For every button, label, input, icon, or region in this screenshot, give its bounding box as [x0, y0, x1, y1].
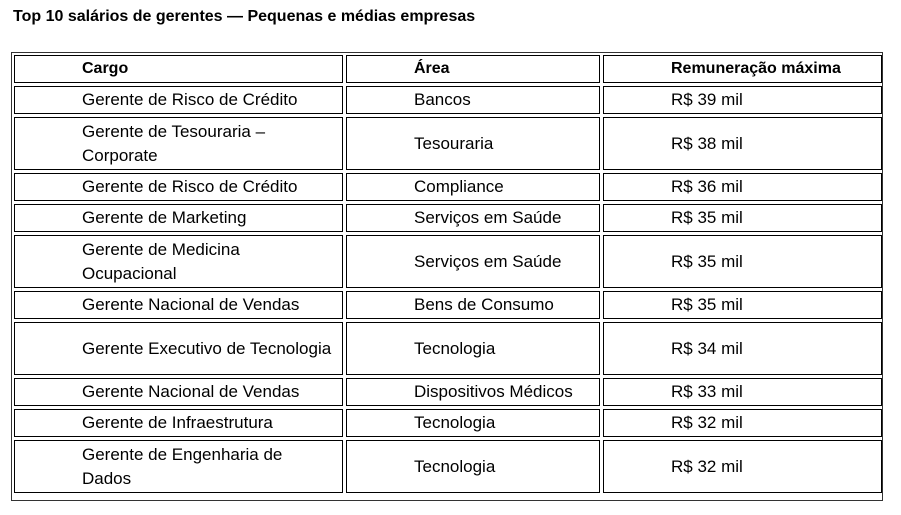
cell-area: Serviços em Saúde — [346, 235, 600, 288]
cell-remuneracao: R$ 32 mil — [603, 440, 882, 493]
page-title: Top 10 salários de gerentes — Pequenas e médias empresas — [13, 8, 476, 25]
cell-remuneracao: R$ 33 mil — [603, 378, 882, 406]
cell-cargo-text: Gerente Executivo de Tecnologia — [82, 338, 332, 358]
table-row — [14, 173, 882, 201]
cell-cargo: Gerente de Infraestrutura — [14, 409, 343, 437]
cell-cargo — [14, 322, 343, 375]
table-row — [14, 409, 882, 437]
table-row — [14, 117, 882, 170]
cell-remuneracao: R$ 35 mil — [603, 235, 882, 288]
cell-area: Serviços em Saúde — [346, 204, 600, 232]
cell-cargo: Gerente Nacional de Vendas — [14, 378, 343, 406]
cell-area: Tesouraria — [346, 117, 600, 170]
cell-area: Bancos — [346, 86, 600, 114]
table-row — [14, 291, 882, 319]
cell-cargo-text: Gerente de Medicina Ocupacional — [82, 239, 240, 283]
cell-area: Compliance — [346, 173, 600, 201]
cell-area: Bens de Consumo — [346, 291, 600, 319]
cell-remuneracao: R$ 35 mil — [603, 204, 882, 232]
cell-area: Tecnologia — [346, 440, 600, 493]
cell-cargo — [14, 235, 343, 288]
cell-cargo — [14, 440, 343, 493]
cell-cargo-text: Gerente de Tesouraria – Corporate — [82, 121, 266, 165]
cell-area: Dispositivos Médicos — [346, 378, 600, 406]
cell-remuneracao: R$ 36 mil — [603, 173, 882, 201]
header-remuneracao: Remuneração máxima — [603, 55, 882, 83]
table-row — [14, 204, 882, 232]
cell-remuneracao: R$ 34 mil — [603, 322, 882, 375]
table-row — [14, 322, 882, 375]
salary-table — [11, 52, 885, 496]
cell-cargo: Gerente de Risco de Crédito — [14, 173, 343, 201]
cell-remuneracao: R$ 35 mil — [603, 291, 882, 319]
header-cargo: Cargo — [14, 55, 343, 83]
cell-cargo: Gerente Nacional de Vendas — [14, 291, 343, 319]
header-area: Área — [346, 55, 600, 83]
table-row — [14, 86, 882, 114]
cell-remuneracao: R$ 39 mil — [603, 86, 882, 114]
cell-cargo-text: Gerente de Engenharia de Dados — [82, 444, 283, 488]
table-header-row — [14, 55, 882, 83]
cell-remuneracao: R$ 32 mil — [603, 409, 882, 437]
cell-area: Tecnologia — [346, 409, 600, 437]
cell-cargo — [14, 117, 343, 170]
cell-cargo: Gerente de Risco de Crédito — [14, 86, 343, 114]
table-row — [14, 378, 882, 406]
cell-area: Tecnologia — [346, 322, 600, 375]
table-row — [14, 440, 882, 493]
table-row — [14, 235, 882, 288]
cell-cargo: Gerente de Marketing — [14, 204, 343, 232]
cell-remuneracao: R$ 38 mil — [603, 117, 882, 170]
